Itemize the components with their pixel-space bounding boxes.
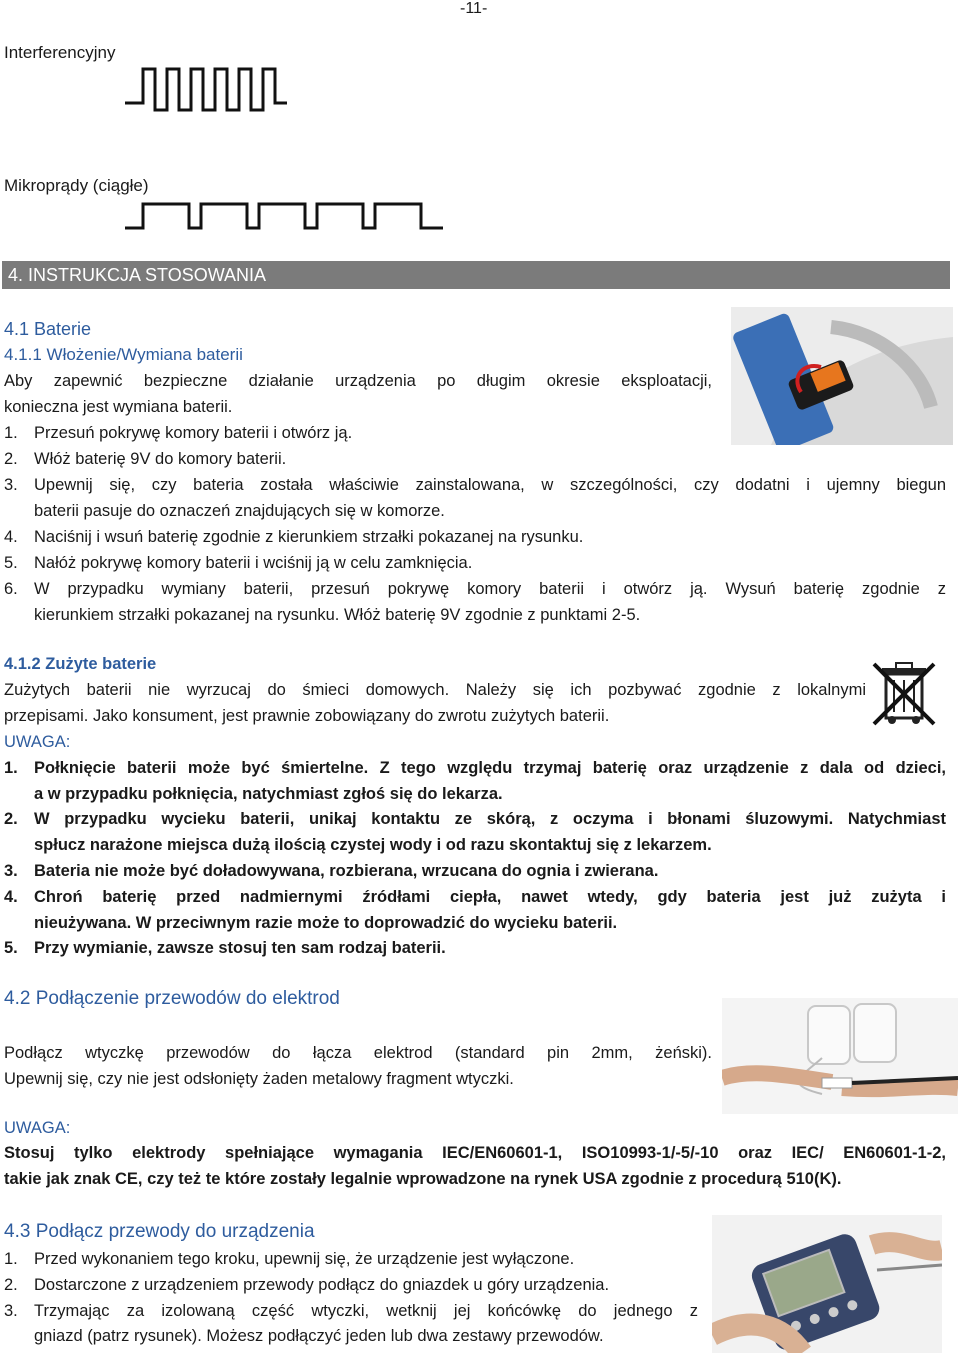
device-connection-illustration [712, 1215, 942, 1353]
used-batteries-text-2: przepisami. Jako konsument, jest prawnie zobowiązany do zwrotu zużytych baterii. [4, 707, 610, 725]
heading-4-3: 4.3 Podłącz przewody do urządzenia [4, 1221, 315, 1242]
waveform-label-microcurrent: Mikroprądy (ciągłe) [4, 176, 149, 195]
microcurrent-waveform-diagram [125, 198, 445, 234]
battery-warning-4: 4. Chroń baterię przed nadmiernymi źródłami ciepła, nawet wtedy, gdy bateria jest już zużyta i [4, 888, 946, 906]
intro-text-line-2: konieczna jest wymiana baterii. [4, 398, 233, 416]
device-step-3-cont: gniazd (patrz rysunek). Możesz podłączyć jeden lub dwa zestawy przewodów. [34, 1327, 604, 1345]
heading-4-2: 4.2 Podłączenie przewodów do elektrod [4, 988, 340, 1009]
electrode-text-1: Podłącz wtyczkę przewodów do łącza elektrod (standard pin 2mm, żeński). [4, 1044, 712, 1062]
device-step-3: 3. Trzymając za izolowaną część wtyczki, wetknij jej końcówkę do jednego z [4, 1302, 698, 1320]
battery-warning-4-cont: nieużywana. W przeciwnym razie może to doprowadzić do wycieku baterii. [34, 914, 618, 932]
battery-step-6-cont: kierunkiem strzałki pokazanej na rysunku. Włóż baterię 9V zgodnie z punktami 2-5. [34, 606, 641, 624]
device-step-1: 1. Przed wykonaniem tego kroku, upewnij się, że urządzenie jest wyłączone. [4, 1250, 575, 1268]
used-batteries-text-1: Zużytych baterii nie wyrzucaj do śmieci domowych. Należy się ich pozbywać zgodnie z lokalnymi [4, 681, 866, 699]
waveform-label-interferential: Interferencyjny [4, 43, 116, 62]
battery-step-2: 2. Włóż baterię 9V do komory baterii. [4, 450, 287, 468]
crossed-bin-icon [868, 660, 940, 728]
battery-warning-2: 2. W przypadku wycieku baterii, unikaj kontaktu ze skórą, z oczyma i błonami śluzowymi. Natychmiast [4, 810, 946, 828]
battery-step-3: 3. Upewnij się, czy bateria została właściwie zainstalowana, w szczególności, czy dodatni i ujemny biegun [4, 476, 946, 494]
intro-text-line-1: Aby zapewnić bezpieczne działanie urządzenia po długim okresie eksploatacji, [4, 372, 712, 390]
electrode-connection-illustration [722, 998, 958, 1114]
battery-warning-2-cont: spłucz narażone miejsca dużą ilością czystej wody i od razu skontaktuj się z lekarzem. [34, 836, 712, 854]
heading-4-1-2: 4.1.2 Zużyte baterie [4, 655, 157, 673]
battery-step-4: 4. Naciśnij i wsuń baterię zgodnie z kierunkiem strzałki pokazanej na rysunku. [4, 528, 584, 546]
interferential-waveform-diagram [125, 65, 290, 115]
battery-step-6: 6. W przypadku wymiany baterii, przesuń pokrywę komory baterii i otwórz ją. Wysuń baterię zgodnie z [4, 580, 946, 598]
warning-label: UWAGA: [4, 733, 71, 751]
electrode-warning-2: takie jak znak CE, czy też te które zostały legalnie wprowadzone na rynek USA zgodnie z procedurą 510(K). [4, 1170, 842, 1188]
battery-step-3-cont: baterii pasuje do oznaczeń znajdujących się w komorze. [34, 502, 445, 520]
battery-warning-3: 3. Bateria nie może być doładowywana, rozbierana, wrzucana do ognia i zwierana. [4, 862, 659, 880]
electrode-warning-label: UWAGA: [4, 1119, 71, 1137]
electrode-text-2: Upewnij się, czy nie jest odsłonięty żaden metalowy fragment wtyczki. [4, 1070, 514, 1088]
page-number: -11- [460, 0, 488, 17]
heading-4-1: 4.1 Baterie [4, 319, 92, 339]
section-title: 4. INSTRUKCJA STOSOWANIA [8, 265, 267, 285]
battery-warning-5: 5. Przy wymianie, zawsze stosuj ten sam rodzaj baterii. [4, 939, 446, 957]
battery-step-5: 5. Nałóż pokrywę komory baterii i wciśnij ją w celu zamknięcia. [4, 554, 473, 572]
heading-4-1-1: 4.1.1 Włożenie/Wymiana baterii [4, 345, 243, 364]
device-step-2: 2. Dostarczone z urządzeniem przewody podłącz do gniazdek u góry urządzenia. [4, 1276, 610, 1294]
section-header-bar [2, 261, 950, 289]
battery-warning-1-cont: a w przypadku połknięcia, natychmiast zgłoś się do lekarza. [34, 785, 503, 803]
battery-insertion-illustration [731, 307, 953, 445]
electrode-warning-1: Stosuj tylko elektrody spełniające wymagania IEC/EN60601-1, ISO10993-1/-5/-10 oraz IEC/ EN60601-1-2, [4, 1144, 946, 1162]
battery-step-1: 1. Przesuń pokrywę komory baterii i otwórz ją. [4, 424, 353, 442]
battery-warning-1: 1. Połknięcie baterii może być śmiertelne. Z tego względu trzymaj baterię oraz urządzenie z dala od dzieci, [4, 759, 946, 777]
